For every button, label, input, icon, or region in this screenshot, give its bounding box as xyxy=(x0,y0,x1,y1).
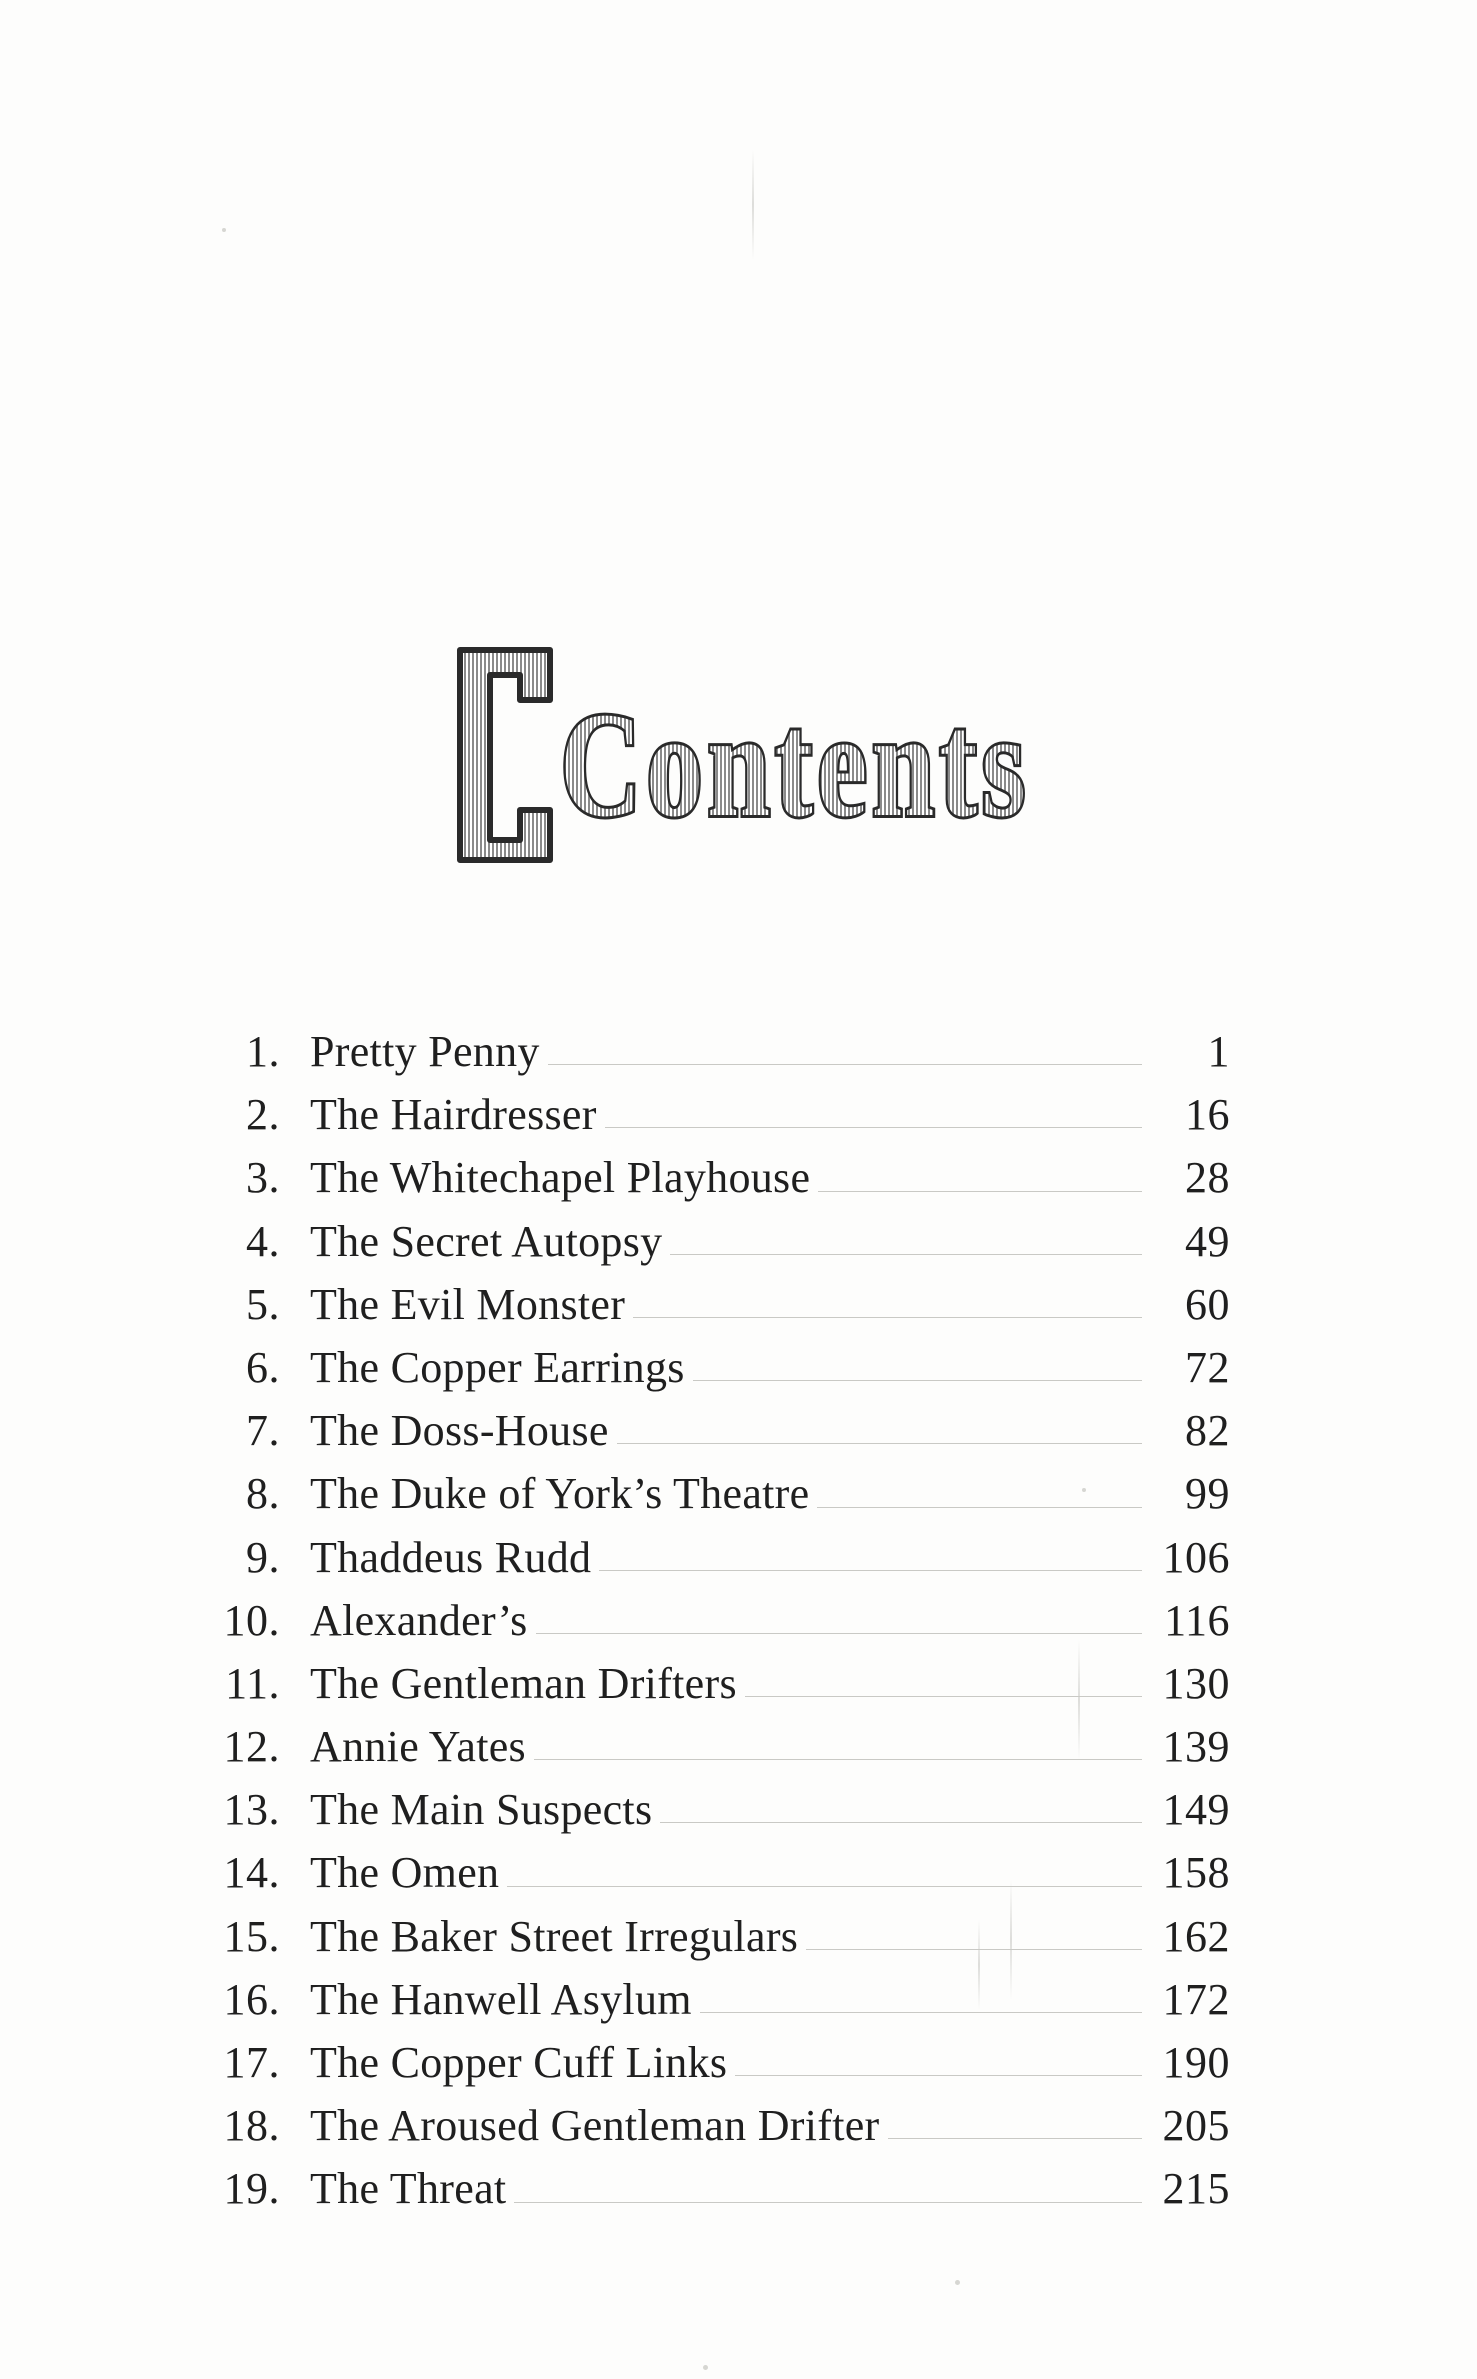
toc-entry-number: 8. xyxy=(246,1469,280,1519)
toc-entry xyxy=(200,1526,1230,1589)
toc-entry-title: The Copper Cuff Links xyxy=(310,2038,728,2087)
toc-entry-title: The Secret Autopsy xyxy=(310,1216,663,1266)
toc-entry-title: The Duke of York’s Theatre xyxy=(310,1469,810,1519)
toc-entry-number: 18. xyxy=(223,2101,280,2151)
toc-entry-title: Pretty Penny xyxy=(310,1027,540,1076)
toc-entry xyxy=(200,1273,1230,1336)
toc-leader-line xyxy=(888,2137,1142,2139)
toc-entry xyxy=(200,1146,1230,1209)
toc-leader-line xyxy=(735,2074,1142,2076)
toc-entry xyxy=(200,2157,1230,2220)
toc-entry-number: 6. xyxy=(246,1342,280,1392)
toc-entry xyxy=(200,1020,1230,1083)
toc-entry-page: 16 xyxy=(1185,1090,1230,1140)
toc-entry-title: The Hairdresser xyxy=(310,1090,597,1140)
toc-leader-line xyxy=(660,1821,1142,1823)
toc-entry-title: Alexander’s xyxy=(310,1595,528,1645)
toc-entry-number: 13. xyxy=(223,1785,280,1835)
toc-entry-page: 116 xyxy=(1164,1595,1230,1645)
toc-entry-page: 1 xyxy=(1207,1027,1230,1076)
toc-entry xyxy=(200,1905,1230,1968)
toc-entry-number: 10. xyxy=(223,1595,280,1645)
toc-entry-page: 158 xyxy=(1162,1848,1230,1898)
toc-entry-title: The Copper Earrings xyxy=(310,1342,685,1392)
toc-entry xyxy=(200,1652,1230,1715)
toc-entry-page: 99 xyxy=(1185,1469,1230,1519)
scan-speck xyxy=(703,2365,708,2370)
toc-entry-number: 12. xyxy=(223,1722,280,1772)
toc-leader-line xyxy=(617,1442,1142,1444)
toc-entry-number: 4. xyxy=(246,1216,280,1266)
toc-leader-line xyxy=(745,1695,1142,1697)
toc-entry xyxy=(200,1083,1230,1146)
toc-entry-number: 14. xyxy=(223,1848,280,1898)
toc-entry-title: The Baker Street Irregulars xyxy=(310,1911,799,1961)
toc-entry-title: Thaddeus Rudd xyxy=(310,1532,592,1582)
toc-leader-line xyxy=(817,1506,1142,1508)
toc-entry-title: The Main Suspects xyxy=(310,1785,653,1835)
toc-entry-title: The Doss-House xyxy=(310,1406,609,1456)
toc-entry-page: 190 xyxy=(1162,2038,1230,2087)
toc-entry xyxy=(200,1778,1230,1841)
toc-entry-number: 16. xyxy=(223,1974,280,2024)
toc-entry-page: 162 xyxy=(1162,1911,1230,1961)
toc-leader-line xyxy=(818,1190,1142,1192)
toc-entry xyxy=(200,1210,1230,1273)
toc-leader-line xyxy=(693,1379,1142,1381)
toc-entry-number: 2. xyxy=(246,1090,280,1140)
toc-entry xyxy=(200,1841,1230,1904)
toc-entry-title: The Threat xyxy=(310,2164,507,2214)
toc-entry-title: The Aroused Gentleman Drifter xyxy=(310,2101,880,2151)
toc-entry-page: 72 xyxy=(1185,1342,1230,1392)
toc-entry-number: 5. xyxy=(246,1279,280,1329)
toc-entry xyxy=(200,1715,1230,1778)
toc-leader-line xyxy=(605,1126,1142,1128)
toc-entry-page: 130 xyxy=(1162,1658,1230,1708)
toc-entry-page: 149 xyxy=(1162,1785,1230,1835)
toc-entry-number: 3. xyxy=(246,1153,280,1203)
toc-entry xyxy=(200,1589,1230,1652)
toc-leader-line xyxy=(633,1316,1142,1318)
toc-entry-title: The Evil Monster xyxy=(310,1279,626,1329)
contents-title-fill: Contents xyxy=(560,682,1030,848)
toc-leader-line xyxy=(670,1253,1142,1255)
toc-leader-line xyxy=(548,1063,1142,1065)
contents-title-text: Contents xyxy=(560,682,1030,848)
contents-title-graphic xyxy=(440,630,1060,870)
scan-speck xyxy=(222,228,226,232)
toc-leader-line xyxy=(806,1948,1142,1950)
table-of-contents xyxy=(200,1020,1230,2221)
toc-leader-line xyxy=(507,1885,1142,1887)
toc-entry-number: 1. xyxy=(246,1027,280,1076)
toc-entry xyxy=(200,1336,1230,1399)
toc-entry xyxy=(200,1462,1230,1525)
toc-entry-number: 19. xyxy=(223,2164,280,2214)
toc-entry-title: The Hanwell Asylum xyxy=(310,1974,692,2024)
toc-entry-title: The Omen xyxy=(310,1848,500,1898)
toc-entry-number: 7. xyxy=(246,1406,280,1456)
toc-entry-number: 11. xyxy=(225,1658,280,1708)
toc-leader-line xyxy=(536,1632,1142,1634)
toc-entry-page: 205 xyxy=(1162,2101,1230,2151)
toc-leader-line xyxy=(514,2201,1142,2203)
toc-entry-title: The Whitechapel Playhouse xyxy=(310,1153,811,1203)
toc-entry xyxy=(200,1399,1230,1462)
toc-entry-page: 60 xyxy=(1185,1279,1230,1329)
toc-entry-number: 9. xyxy=(246,1532,280,1582)
toc-leader-line xyxy=(534,1758,1142,1760)
toc-entry-page: 139 xyxy=(1162,1722,1230,1772)
toc-entry-page: 172 xyxy=(1162,1974,1230,2024)
toc-entry-page: 106 xyxy=(1162,1532,1230,1582)
scan-speck xyxy=(955,2280,960,2285)
toc-entry xyxy=(200,1968,1230,2031)
toc-entry-page: 215 xyxy=(1162,2164,1230,2214)
scan-streak xyxy=(752,150,754,260)
toc-entry-page: 82 xyxy=(1185,1406,1230,1456)
toc-entry-page: 28 xyxy=(1185,1153,1230,1203)
toc-entry-title: The Gentleman Drifters xyxy=(310,1658,737,1708)
toc-entry-number: 15. xyxy=(223,1911,280,1961)
toc-entry-page: 49 xyxy=(1185,1216,1230,1266)
toc-leader-line xyxy=(700,2011,1142,2013)
toc-entry-number: 17. xyxy=(223,2038,280,2087)
toc-leader-line xyxy=(599,1569,1142,1571)
contents-heading xyxy=(440,630,1060,870)
toc-entry xyxy=(200,2031,1230,2094)
toc-entry xyxy=(200,2094,1230,2157)
toc-entry-title: Annie Yates xyxy=(310,1722,526,1772)
